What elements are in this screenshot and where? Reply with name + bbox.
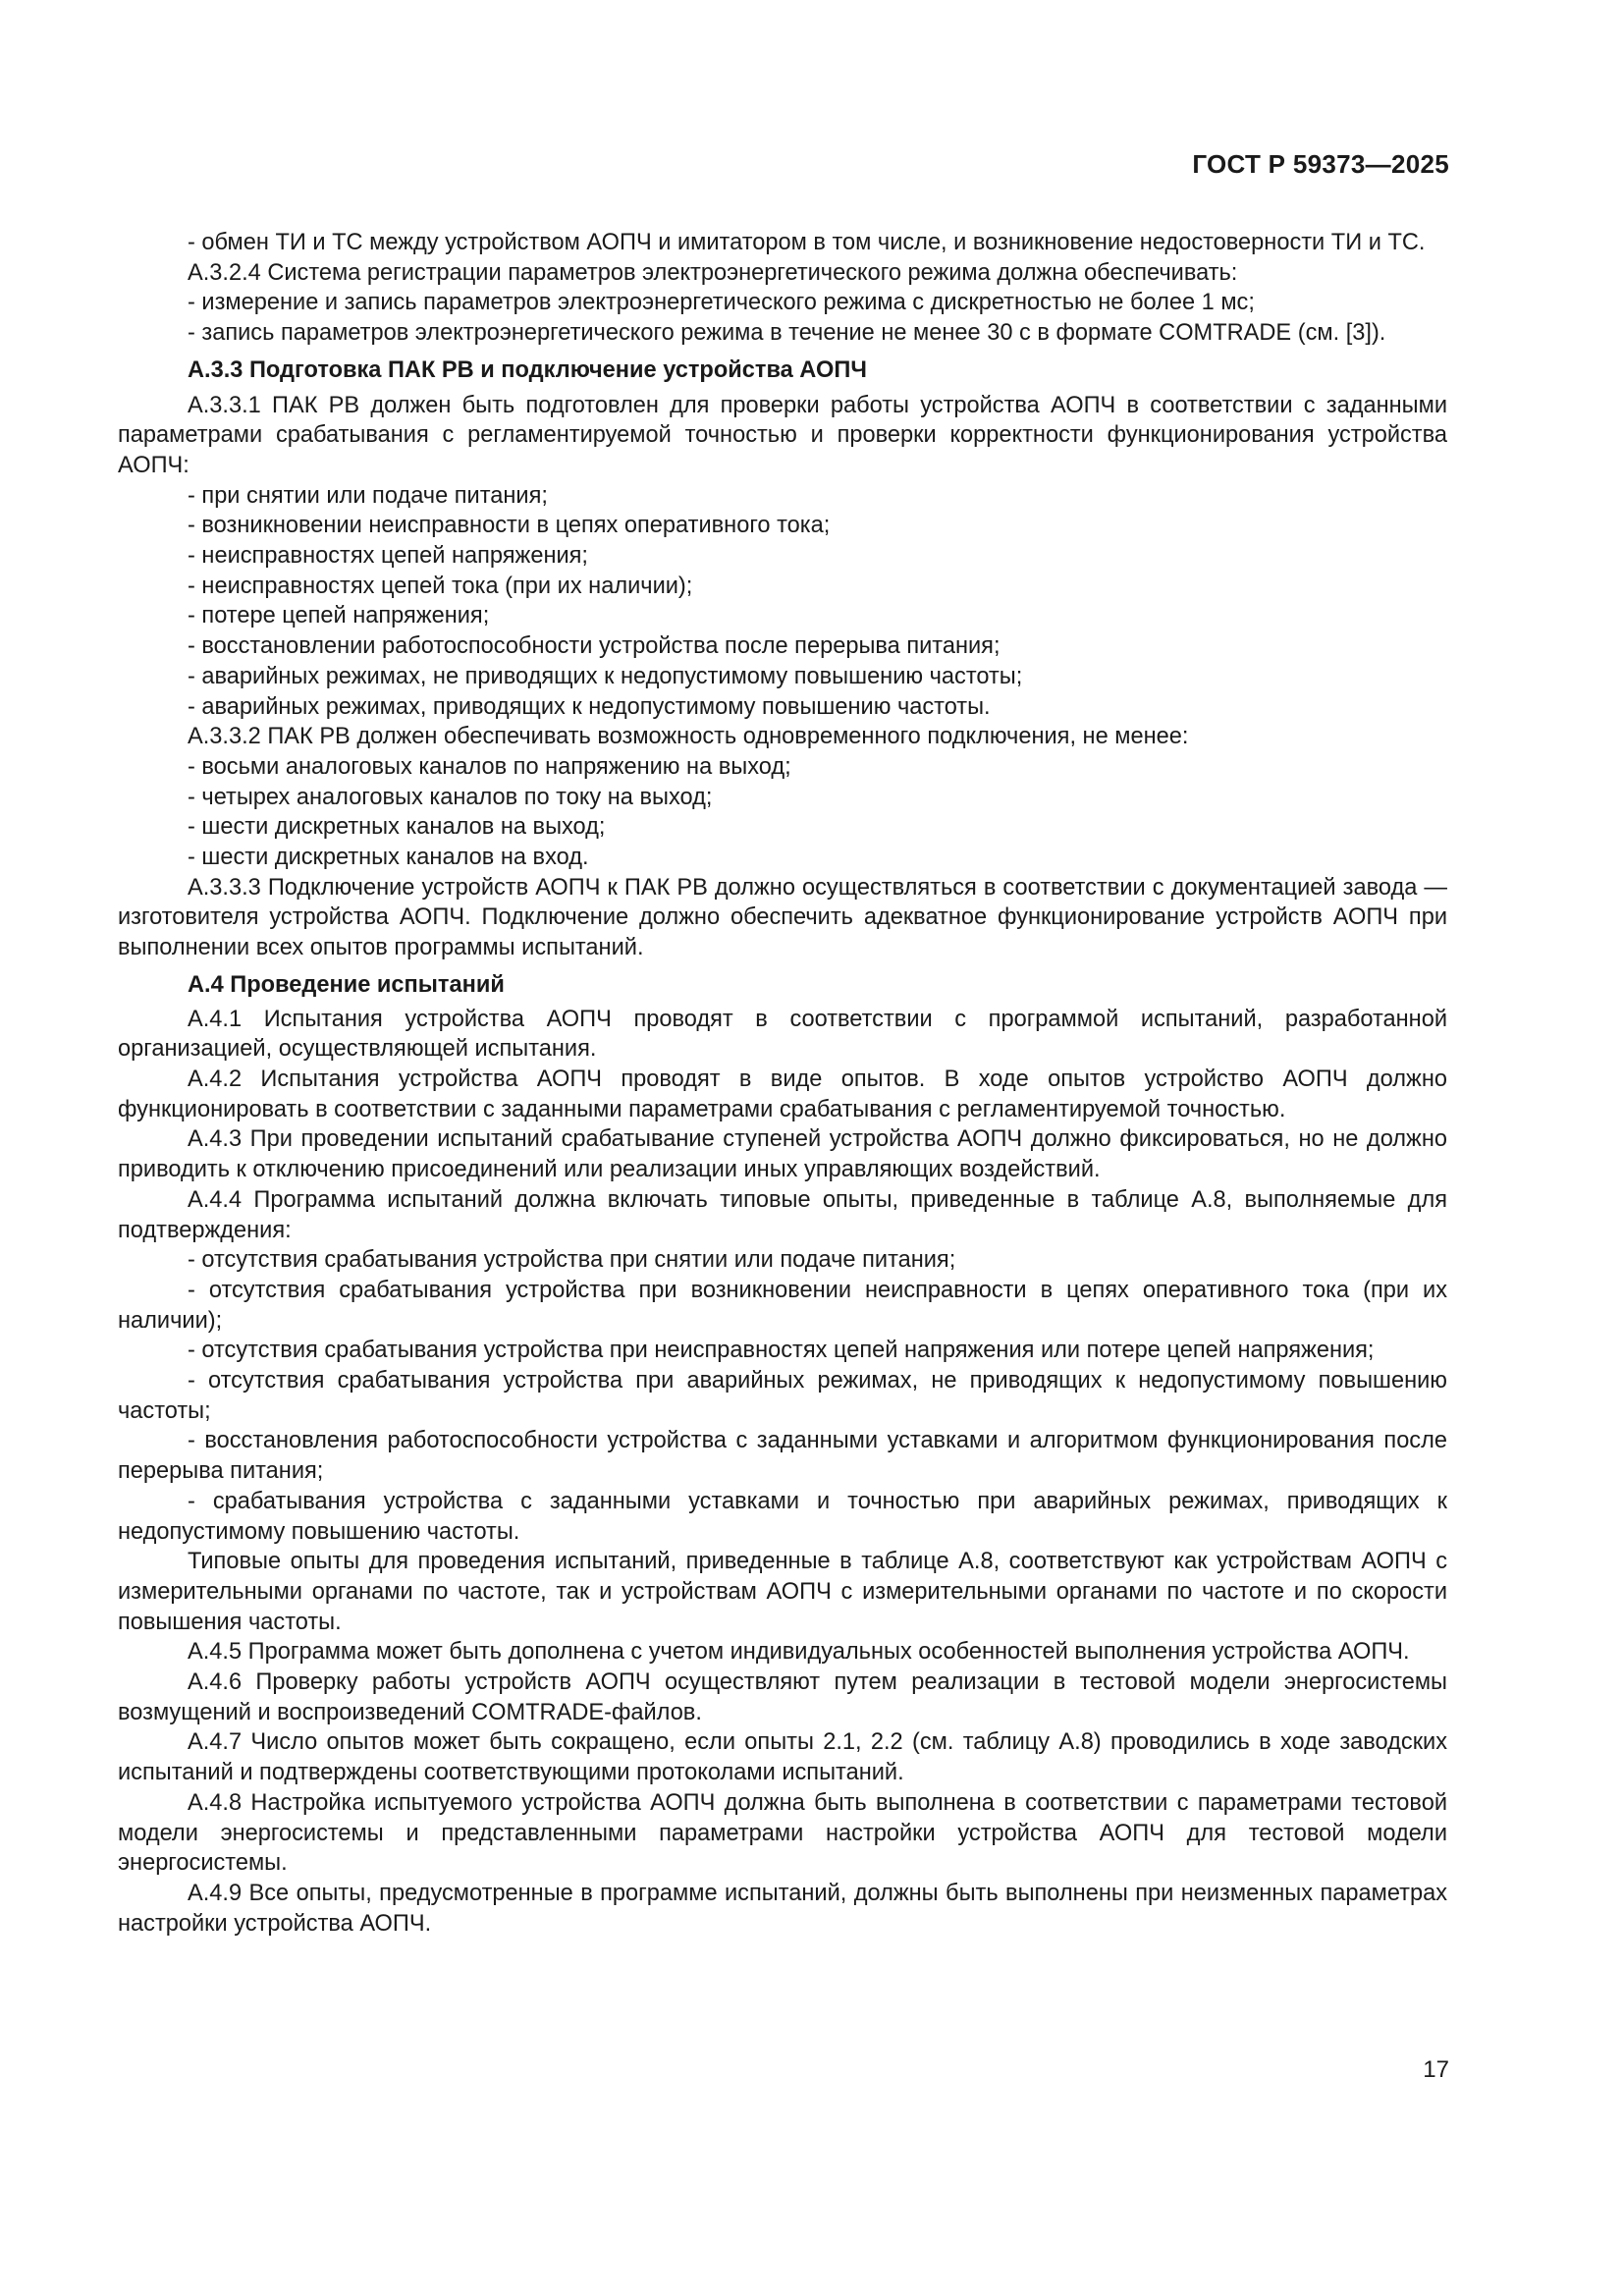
- paragraph: - отсутствия срабатывания устройства при возникновении неисправности в цепях оперативного тока (при их наличии);: [118, 1277, 1447, 1334]
- document-body: [118, 228, 1447, 1939]
- paragraph: - отсутствия срабатывания устройства при аварийных режимах, не приводящих к недопустимому повышению частоты;: [118, 1368, 1447, 1424]
- paragraph: - потере цепей напряжения;: [188, 603, 490, 629]
- paragraph: - аварийных режимах, приводящих к недопустимому повышению частоты.: [188, 693, 991, 720]
- paragraph: - неисправностях цепей напряжения;: [188, 543, 588, 570]
- page-number: 17: [1423, 2056, 1449, 2083]
- paragraph: - запись параметров электроэнергетического режима в течение не менее 30 с в формате COMTRADE (см. [3]).: [188, 320, 1386, 347]
- paragraph: - отсутствия срабатывания устройства при неисправностях цепей напряжения или потере цепей напряжения;: [188, 1338, 1375, 1364]
- paragraph: А.4.9 Все опыты, предусмотренные в программе испытаний, должны быть выполнены при неизменных параметрах настройки устройства АОПЧ.: [118, 1880, 1447, 1937]
- paragraph: - аварийных режимах, не приводящих к недопустимому повышению частоты;: [188, 663, 1023, 689]
- paragraph: А.4.4 Программа испытаний должна включать типовые опыты, приведенные в таблице А.8, выполняемые для подтверждения:: [118, 1186, 1447, 1243]
- paragraph: А.3.3.3 Подключение устройств АОПЧ к ПАК РВ должно осуществляться в соответствии с документацией завода — изготовителя устройства АОПЧ. Подключение должно обеспечить адекватное функционирование устройств АОПЧ при выполнении всех опытов программы испытаний.: [118, 874, 1447, 961]
- paragraph: - неисправностях цепей тока (при их наличии);: [188, 573, 693, 599]
- paragraph: Типовые опыты для проведения испытаний, приведенные в таблице А.8, соответствуют как устройствам АОПЧ с измерительными органами по частоте, так и устройствам АОПЧ с измерительными органами по частоте и по скорости повышения частоты.: [118, 1549, 1447, 1635]
- document-code: ГОСТ Р 59373—2025: [1192, 149, 1449, 179]
- paragraph: - возникновении неисправности в цепях оперативного тока;: [188, 513, 831, 539]
- paragraph: А.3.3.2 ПАК РВ должен обеспечивать возможность одновременного подключения, не менее:: [188, 724, 1189, 750]
- paragraph: - восстановления работоспособности устройства с заданными уставками и алгоритмом функционирования после перерыва питания;: [118, 1428, 1447, 1485]
- paragraph: А.4.3 При проведении испытаний срабатывание ступеней устройства АОПЧ должно фиксироваться, но не должно приводить к отключению присоединений или реализации иных управляющих воздействий.: [118, 1126, 1447, 1183]
- paragraph: - обмен ТИ и ТС между устройством АОПЧ и имитатором в том числе, и возникновение недостоверности ТИ и ТС.: [188, 230, 1426, 255]
- paragraph: - восьми аналоговых каналов по напряжению на выход;: [188, 753, 791, 780]
- paragraph: А.4.8 Настройка испытуемого устройства АОПЧ должна быть выполнена в соответствии с параметрами тестовой модели энергосистемы и представленными параметрами настройки устройства АОПЧ для тестовой модели энергосистемы.: [118, 1789, 1447, 1877]
- paragraph: - срабатывания устройства с заданными уставками и точностью при аварийных режимах, приводящих к недопустимому повышению частоты.: [118, 1488, 1447, 1545]
- paragraph: А.4.7 Число опытов может быть сокращено, если опыты 2.1, 2.2 (см. таблицу А.8) проводились в ходе заводских испытаний и подтверждены соответствующими протоколами испытаний.: [118, 1729, 1447, 1786]
- paragraph: А.4.2 Испытания устройства АОПЧ проводят в виде опытов. В ходе опытов устройство АОПЧ должно функционировать в соответствии с заданными параметрами срабатывания с регламентируемой точностью.: [118, 1066, 1447, 1122]
- paragraph: А.3.2.4 Система регистрации параметров электроэнергетического режима должна обеспечивать:: [188, 259, 1238, 286]
- paragraph: - измерение и запись параметров электроэнергетического режима с дискретностью не более 1 мс;: [188, 290, 1255, 316]
- paragraph: - четырех аналоговых каналов по току на выход;: [188, 784, 713, 810]
- paragraph: А.4.6 Проверку работы устройств АОПЧ осуществляют путем реализации в тестовой модели энергосистемы возмущений и воспроизведений COMTRADE-файлов.: [118, 1669, 1447, 1725]
- paragraph: - шести дискретных каналов на вход.: [188, 845, 589, 871]
- paragraph: - шести дискретных каналов на выход;: [188, 814, 606, 841]
- paragraph: - отсутствия срабатывания устройства при снятии или подаче питания;: [188, 1247, 956, 1274]
- paragraph: - при снятии или подаче питания;: [188, 482, 548, 509]
- paragraph: А.4.1 Испытания устройства АОПЧ проводят в соответствии с программой испытаний, разработанной организацией, осуществляющей испытания.: [118, 1006, 1447, 1063]
- paragraph: А.3.3.1 ПАК РВ должен быть подготовлен для проверки работы устройства АОПЧ в соответствии с заданными параметрами срабатывания с регламентируемой точностью и проверки корректности функционирования устройства АОПЧ:: [118, 392, 1447, 478]
- section-heading: А.3.3 Подготовка ПАК РВ и подключение устройства АОПЧ: [188, 356, 867, 383]
- paragraph: - восстановлении работоспособности устройства после перерыва питания;: [188, 633, 1001, 660]
- paragraph: А.4.5 Программа может быть дополнена с учетом индивидуальных особенностей выполнения устройства АОПЧ.: [188, 1639, 1410, 1666]
- section-heading: А.4 Проведение испытаний: [188, 971, 505, 998]
